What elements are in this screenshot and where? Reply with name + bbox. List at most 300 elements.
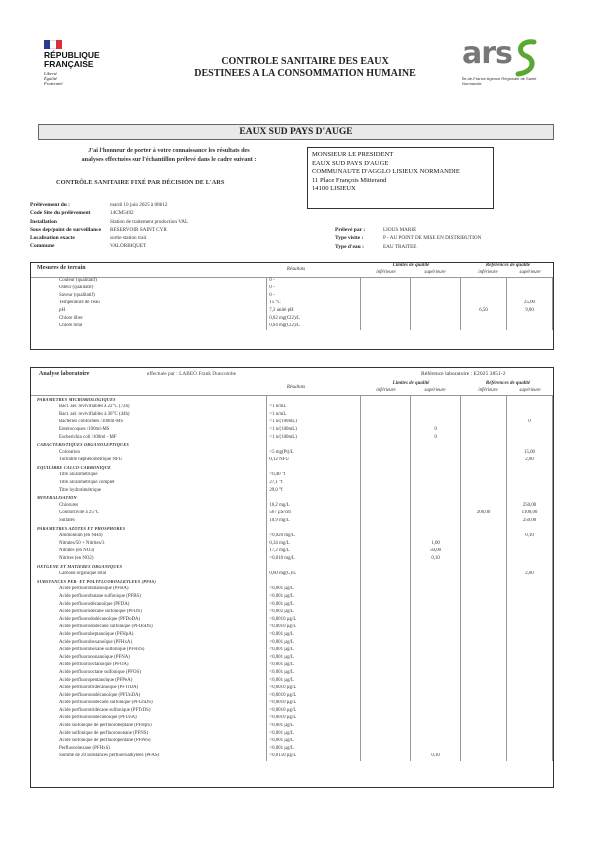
ref-upper-cell xyxy=(507,442,553,450)
table-row xyxy=(31,449,553,457)
col-refs: Références de qualité xyxy=(485,381,531,386)
limit-lower-cell xyxy=(361,480,411,488)
ref-upper-cell xyxy=(507,411,553,419)
param-cell: Titre alcalimétrique complet xyxy=(31,480,267,488)
limit-lower-cell xyxy=(361,624,411,632)
ref-upper-cell: 9,00 xyxy=(507,307,553,315)
table-row xyxy=(31,502,553,510)
result-cell: 0 - xyxy=(267,285,361,293)
param-cell: Acide perfluorotridécanoïque (PFTrDA) xyxy=(31,685,267,693)
result-cell: <0,001 µg/L xyxy=(267,654,361,662)
result-cell: <0,020 mg/L xyxy=(267,533,361,541)
ref-upper-cell xyxy=(507,480,553,488)
ref-upper-cell xyxy=(507,593,553,601)
ref-upper-cell: 250,00 xyxy=(507,518,553,526)
banner xyxy=(38,124,554,140)
result-cell: 0,12 NFU xyxy=(267,457,361,465)
result-cell: <1 n/(100mL) xyxy=(267,419,361,427)
limit-upper-cell xyxy=(411,419,461,427)
limit-lower-cell xyxy=(361,411,411,419)
result-cell: <5 mg(Pt)/L xyxy=(267,449,361,457)
limit-lower-cell xyxy=(361,540,411,548)
col-lower: inférieure xyxy=(376,388,396,393)
limit-upper-cell xyxy=(411,457,461,465)
result-cell: <0,0010 µg/L xyxy=(267,715,361,723)
param-cell: Acide sulfonique de perfluoroheptane (PFHpS) xyxy=(31,723,267,731)
param-cell: Acide perfluorodécanoïque (PFDA) xyxy=(31,601,267,609)
limit-upper-cell xyxy=(411,300,461,308)
table-row xyxy=(31,472,553,480)
ref-lower-cell xyxy=(461,707,507,715)
limit-upper-cell xyxy=(411,277,461,285)
ref-lower-cell xyxy=(461,434,507,442)
col-lower: inférieure xyxy=(376,270,396,275)
limit-upper-cell xyxy=(411,518,461,526)
info-value: EAU TRAITEE xyxy=(383,243,417,250)
ref-lower-cell xyxy=(461,300,507,308)
limit-upper-cell xyxy=(411,624,461,632)
intro-line2: analyses effectuées sur l'échantillon prélevé dans le cadre suivant : xyxy=(81,155,257,163)
limit-lower-cell xyxy=(361,730,411,738)
limit-lower-cell xyxy=(361,669,411,677)
limit-upper-cell: 0,10 xyxy=(411,555,461,563)
result-cell: 0 - xyxy=(267,292,361,300)
ref-upper-cell xyxy=(507,578,553,586)
param-cell: pH xyxy=(31,307,267,315)
limit-upper-cell xyxy=(411,510,461,518)
result-cell: <0,001 µg/L xyxy=(267,601,361,609)
result-cell: 0,34 mg/L xyxy=(267,540,361,548)
table-row xyxy=(31,411,553,419)
table-row xyxy=(31,586,553,594)
param-cell: Acide sulfonique de perfluoropentane (PFPeS) xyxy=(31,738,267,746)
ref-upper-cell xyxy=(507,277,553,285)
limit-lower-cell xyxy=(361,647,411,655)
ref-upper-cell: 15,00 xyxy=(507,449,553,457)
table-row xyxy=(31,685,553,693)
ref-lower-cell xyxy=(461,277,507,285)
limit-lower-cell xyxy=(361,518,411,526)
limit-upper-cell xyxy=(411,525,461,533)
result-cell: <0,001 µg/L xyxy=(267,745,361,753)
param-cell: Saveur (qualitatif) xyxy=(31,292,267,300)
limit-lower-cell xyxy=(361,442,411,450)
info-label: Sous dep/point de surveillance xyxy=(30,226,102,233)
limit-upper-cell xyxy=(411,616,461,624)
ref-upper-cell xyxy=(507,525,553,533)
ref-upper-cell xyxy=(507,292,553,300)
limit-upper-cell xyxy=(411,396,461,404)
result-cell: 0,60 mg(C)/L xyxy=(267,571,361,579)
limit-upper-cell xyxy=(411,404,461,412)
param-cell: Acide perfluorododécanoïque (PFDoDA) xyxy=(31,616,267,624)
limit-upper-cell: 0,10 xyxy=(411,753,461,761)
result-cell: <1 n/mL xyxy=(267,404,361,412)
param-cell: Nitrates/50 + Nitrites/3 xyxy=(31,540,267,548)
param-cell: Acide perfluorobutane sulfonique (PFBS) xyxy=(31,593,267,601)
col-upper: supérieure xyxy=(519,388,541,393)
param-cell: Acide perfluoroundécanoïque (PFUnDA) xyxy=(31,692,267,700)
param-cell: Bact. aér. revivifiables à 22°C (72h) xyxy=(31,404,267,412)
ref-lower-cell xyxy=(461,442,507,450)
ref-lower-cell: 200,00 xyxy=(461,510,507,518)
intro-line1: J'ai l'honneur de porter à votre connaissance les résultats des xyxy=(88,147,250,154)
result-cell: 17,2 mg/L xyxy=(267,548,361,556)
limit-lower-cell xyxy=(361,616,411,624)
limit-upper-cell xyxy=(411,578,461,586)
field-table-title: Mesures de terrain xyxy=(37,265,86,271)
ref-lower-cell xyxy=(461,464,507,472)
result-cell: 10,9 mg/L xyxy=(267,518,361,526)
table-row xyxy=(31,692,553,700)
ref-upper-cell: 0,10 xyxy=(507,533,553,541)
param-cell: Acide perfluorodécane sulfonique (PFDS) xyxy=(31,609,267,617)
ref-upper-cell xyxy=(507,472,553,480)
result-cell: <0,0150 µg/L xyxy=(267,753,361,761)
table-row xyxy=(31,677,553,685)
limit-lower-cell xyxy=(361,285,411,293)
ars-logo xyxy=(462,36,552,88)
limit-upper-cell: 0 xyxy=(411,426,461,434)
info-value: VALORBIQUET xyxy=(110,243,147,250)
ref-lower-cell xyxy=(461,723,507,731)
table-row xyxy=(31,510,553,518)
ref-lower-cell xyxy=(461,586,507,594)
section-row xyxy=(31,563,553,571)
col-refs: Références de qualité xyxy=(485,263,531,268)
limit-lower-cell xyxy=(361,457,411,465)
table-row xyxy=(31,540,553,548)
result-cell: <0,40 °f xyxy=(267,472,361,480)
ref-upper-cell xyxy=(507,315,553,323)
param-cell: Température de l'eau xyxy=(31,300,267,308)
ref-lower-cell xyxy=(461,518,507,526)
result-cell: <0,001 µg/L xyxy=(267,677,361,685)
param-cell: Somme de 20 substances perfluoroalkylées (PFAS) xyxy=(31,753,267,761)
param-cell: Acide perfluoropentanoïque (PFPeA) xyxy=(31,677,267,685)
ref-upper-cell xyxy=(507,396,553,404)
sample-info xyxy=(30,201,330,251)
section-row xyxy=(31,578,553,586)
param-cell: Chlorures xyxy=(31,502,267,510)
section-row xyxy=(31,442,553,450)
ref-lower-cell xyxy=(461,700,507,708)
ref-lower-cell xyxy=(461,616,507,624)
param-cell: MINERALISATION xyxy=(31,495,267,503)
ref-lower-cell xyxy=(461,323,507,331)
info-value: mardi 10 juin 2025 à 08h12 xyxy=(110,202,168,208)
recipient-line: MONSIEUR LE PRESIDENT xyxy=(312,151,394,158)
ref-upper-cell xyxy=(507,685,553,693)
ref-lower-cell xyxy=(461,654,507,662)
ref-lower-cell xyxy=(461,396,507,404)
table-row xyxy=(31,730,553,738)
info-label: Prélevé par : xyxy=(335,227,366,233)
ref-upper-cell xyxy=(507,495,553,503)
section-row xyxy=(31,464,553,472)
ref-lower-cell xyxy=(461,624,507,632)
param-cell: Acide perfluorohexanoïque (PFHxA) xyxy=(31,639,267,647)
table-row xyxy=(31,277,553,285)
limit-lower-cell xyxy=(361,502,411,510)
limit-lower-cell xyxy=(361,548,411,556)
ref-lower-cell xyxy=(461,578,507,586)
limit-lower-cell xyxy=(361,404,411,412)
result-cell: <0,001 µg/L xyxy=(267,631,361,639)
table-row xyxy=(31,533,553,541)
ref-upper-cell xyxy=(507,323,553,331)
limit-upper-cell xyxy=(411,692,461,700)
param-cell: Escherichia coli /100ml - MF xyxy=(31,434,267,442)
ref-upper-cell xyxy=(507,464,553,472)
ref-lower-cell xyxy=(461,662,507,670)
ref-upper-cell: 250,00 xyxy=(507,502,553,510)
table-row xyxy=(31,404,553,412)
param-cell: Entérocoques /100ml-MS xyxy=(31,426,267,434)
ref-lower-cell xyxy=(461,647,507,655)
result-cell xyxy=(267,495,361,503)
ref-upper-cell xyxy=(507,624,553,632)
ref-lower-cell xyxy=(461,548,507,556)
limit-lower-cell xyxy=(361,639,411,647)
ref-lower-cell xyxy=(461,502,507,510)
limit-lower-cell xyxy=(361,533,411,541)
limit-upper-cell xyxy=(411,707,461,715)
ref-lower-cell xyxy=(461,285,507,293)
ref-upper-cell xyxy=(507,700,553,708)
ref-upper-cell xyxy=(507,616,553,624)
limit-lower-cell xyxy=(361,510,411,518)
limit-lower-cell xyxy=(361,715,411,723)
table-row xyxy=(31,654,553,662)
limit-lower-cell xyxy=(361,464,411,472)
motto-liberte: Liberté xyxy=(44,71,57,76)
ref-upper-cell xyxy=(507,738,553,746)
ref-upper-cell: 0 xyxy=(507,419,553,427)
table-row xyxy=(31,639,553,647)
limit-upper-cell xyxy=(411,586,461,594)
ref-lower-cell xyxy=(461,533,507,541)
ref-lower-cell xyxy=(461,738,507,746)
result-cell: <0,0010 µg/L xyxy=(267,616,361,624)
limit-upper-cell xyxy=(411,571,461,579)
limit-lower-cell xyxy=(361,601,411,609)
result-cell: <0,001 µg/L xyxy=(267,662,361,670)
ref-lower-cell xyxy=(461,593,507,601)
ref-upper-cell xyxy=(507,692,553,700)
result-cell: <0,0010 µg/L xyxy=(267,700,361,708)
limit-upper-cell xyxy=(411,631,461,639)
limit-lower-cell xyxy=(361,449,411,457)
ref-lower-cell xyxy=(461,753,507,761)
table-row xyxy=(31,616,553,624)
result-cell: <1 n/mL xyxy=(267,411,361,419)
param-cell: Conductivité à 25°C xyxy=(31,510,267,518)
table-row xyxy=(31,434,553,442)
limit-lower-cell xyxy=(361,753,411,761)
limit-upper-cell xyxy=(411,685,461,693)
limit-lower-cell xyxy=(361,745,411,753)
result-cell: <0,001 µg/L xyxy=(267,730,361,738)
info-label: Type visite : xyxy=(335,235,364,242)
col-limits: Limites de qualité xyxy=(392,381,430,386)
limit-upper-cell xyxy=(411,323,461,331)
limit-upper-cell xyxy=(411,654,461,662)
info-value: 14CM5492 xyxy=(110,210,134,217)
recipient-line: COMMUNAUTE D'AGGLO LISIEUX NORMANDIE xyxy=(312,168,460,175)
ref-lower-cell xyxy=(461,609,507,617)
ref-lower-cell xyxy=(461,472,507,480)
ref-upper-cell xyxy=(507,426,553,434)
limit-lower-cell xyxy=(361,654,411,662)
limit-upper-cell xyxy=(411,738,461,746)
limit-lower-cell xyxy=(361,396,411,404)
info-label: Commune xyxy=(30,243,55,250)
limit-upper-cell xyxy=(411,292,461,300)
ref-upper-cell xyxy=(507,639,553,647)
table-row xyxy=(31,609,553,617)
param-cell: PARAMETRES AZOTES ET PHOSPHORES xyxy=(31,525,267,533)
ref-upper-cell xyxy=(507,647,553,655)
ref-upper-cell xyxy=(507,609,553,617)
col-result: Résultats xyxy=(286,267,306,272)
param-cell: Nitrates (en NO3) xyxy=(31,548,267,556)
limit-upper-cell: 0 xyxy=(411,434,461,442)
table-row xyxy=(31,487,553,495)
ref-upper-cell xyxy=(507,404,553,412)
param-cell: Acide perfluoroundécanoïque (PFUnA) xyxy=(31,715,267,723)
ref-upper-cell xyxy=(507,434,553,442)
table-row xyxy=(31,593,553,601)
limit-upper-cell xyxy=(411,745,461,753)
ref-upper-cell: 2,00 xyxy=(507,457,553,465)
lab-table-header xyxy=(31,368,553,396)
field-table xyxy=(30,262,554,350)
result-cell xyxy=(267,525,361,533)
ref-lower-cell xyxy=(461,692,507,700)
ref-upper-cell xyxy=(507,586,553,594)
limit-lower-cell xyxy=(361,571,411,579)
recipient-line: 11 Place François Mitterand xyxy=(312,176,387,184)
info-label: Installation xyxy=(30,218,57,225)
ref-upper-cell xyxy=(507,677,553,685)
param-cell: Odeur (qualitatif) xyxy=(31,285,267,293)
ref-lower-cell xyxy=(461,715,507,723)
table-row xyxy=(31,518,553,526)
table-row xyxy=(31,723,553,731)
ref-upper-cell xyxy=(507,601,553,609)
info-label: Prélèvement du : xyxy=(30,202,71,208)
limit-lower-cell xyxy=(361,685,411,693)
ref-upper-cell: 25,00 xyxy=(507,300,553,308)
limit-upper-cell xyxy=(411,442,461,450)
limit-lower-cell xyxy=(361,700,411,708)
limit-upper-cell xyxy=(411,315,461,323)
result-cell xyxy=(267,578,361,586)
limit-upper-cell xyxy=(411,715,461,723)
param-cell: Acide perfluorooctane sulfonique (PFOS) xyxy=(31,669,267,677)
document-header xyxy=(160,56,450,80)
limit-upper-cell: 50,00 xyxy=(411,548,461,556)
limit-upper-cell xyxy=(411,730,461,738)
control-line: CONTRÔLE SANITAIRE FIXÉ PAR DÉCISION DE L'ARS xyxy=(56,179,225,186)
ars-subtitle-2: Normandie xyxy=(462,81,482,86)
col-lower: inférieure xyxy=(478,388,498,393)
result-cell: 29,0 °f xyxy=(267,487,361,495)
result-cell: <0,002 µg/L xyxy=(267,609,361,617)
limit-lower-cell xyxy=(361,419,411,427)
limit-lower-cell xyxy=(361,300,411,308)
param-cell: Acide sulfonique de perfluorononane (PFNS) xyxy=(31,730,267,738)
table-row xyxy=(31,555,553,563)
result-cell: <0,001 µg/L xyxy=(267,639,361,647)
result-cell: <0,0010 µg/L xyxy=(267,707,361,715)
param-cell: Bactéries coliformes /100ml-MS xyxy=(31,419,267,427)
info-value: sortie station trait xyxy=(110,235,147,242)
result-cell: 16,2 mg/L xyxy=(267,502,361,510)
result-cell: <0,001 µg/L xyxy=(267,738,361,746)
limit-upper-cell xyxy=(411,464,461,472)
republique-line1: RÉPUBLIQUE xyxy=(44,50,100,60)
param-cell: CARACTERISTIQUES ORGANOLEPTIQUES xyxy=(31,442,267,450)
param-cell: Coloration xyxy=(31,449,267,457)
table-row xyxy=(31,426,553,434)
table-row xyxy=(31,419,553,427)
result-cell: <1 n/(100mL) xyxy=(267,426,361,434)
col-result: Résultats xyxy=(286,385,306,390)
table-row xyxy=(31,624,553,632)
limit-upper-cell xyxy=(411,593,461,601)
limit-upper-cell: 1,00 xyxy=(411,540,461,548)
limit-lower-cell xyxy=(361,495,411,503)
ref-upper-cell xyxy=(507,669,553,677)
ref-upper-cell xyxy=(507,487,553,495)
limit-upper-cell xyxy=(411,677,461,685)
republique-francaise-logo xyxy=(44,40,114,92)
result-cell xyxy=(267,442,361,450)
recipient-line: EAUX SUD PAYS D'AUGE xyxy=(312,159,389,167)
result-cell: 0 - xyxy=(267,277,361,285)
lab-reference: Référence laboratoire : E2025 3851-2 xyxy=(421,371,506,377)
header-title-line2: DESTINEES A LA CONSOMMATION HUMAINE xyxy=(194,68,416,79)
lab-table xyxy=(30,367,554,788)
limit-upper-cell xyxy=(411,563,461,571)
ref-upper-cell xyxy=(507,715,553,723)
param-cell: Acide perfluorotridécane sulfonique (PFTrDS) xyxy=(31,707,267,715)
col-upper: supérieure xyxy=(424,270,446,275)
param-cell: Acide perfluorooctanoïque (PFOA) xyxy=(31,662,267,670)
limit-upper-cell xyxy=(411,639,461,647)
limit-lower-cell xyxy=(361,578,411,586)
param-cell: Perfluorohexane (PFHxS) xyxy=(31,745,267,753)
param-cell: PARAMETRES MICROBIOLOGIQUES xyxy=(31,396,267,404)
ref-lower-cell xyxy=(461,411,507,419)
param-cell: Ammonium (en NH4) xyxy=(31,533,267,541)
info-label: Localisation exacte xyxy=(30,235,75,242)
ref-upper-cell xyxy=(507,555,553,563)
result-cell: 27,1 °f xyxy=(267,480,361,488)
ref-upper-cell xyxy=(507,548,553,556)
table-row xyxy=(31,323,553,331)
limit-upper-cell xyxy=(411,411,461,419)
result-cell: <0,001 µg/L xyxy=(267,669,361,677)
result-cell: <0,001 µg/L xyxy=(267,647,361,655)
param-cell: Turbidité néphélométrique NFU xyxy=(31,457,267,465)
table-row xyxy=(31,700,553,708)
ref-lower-cell xyxy=(461,669,507,677)
table-row xyxy=(31,745,553,753)
section-row xyxy=(31,495,553,503)
